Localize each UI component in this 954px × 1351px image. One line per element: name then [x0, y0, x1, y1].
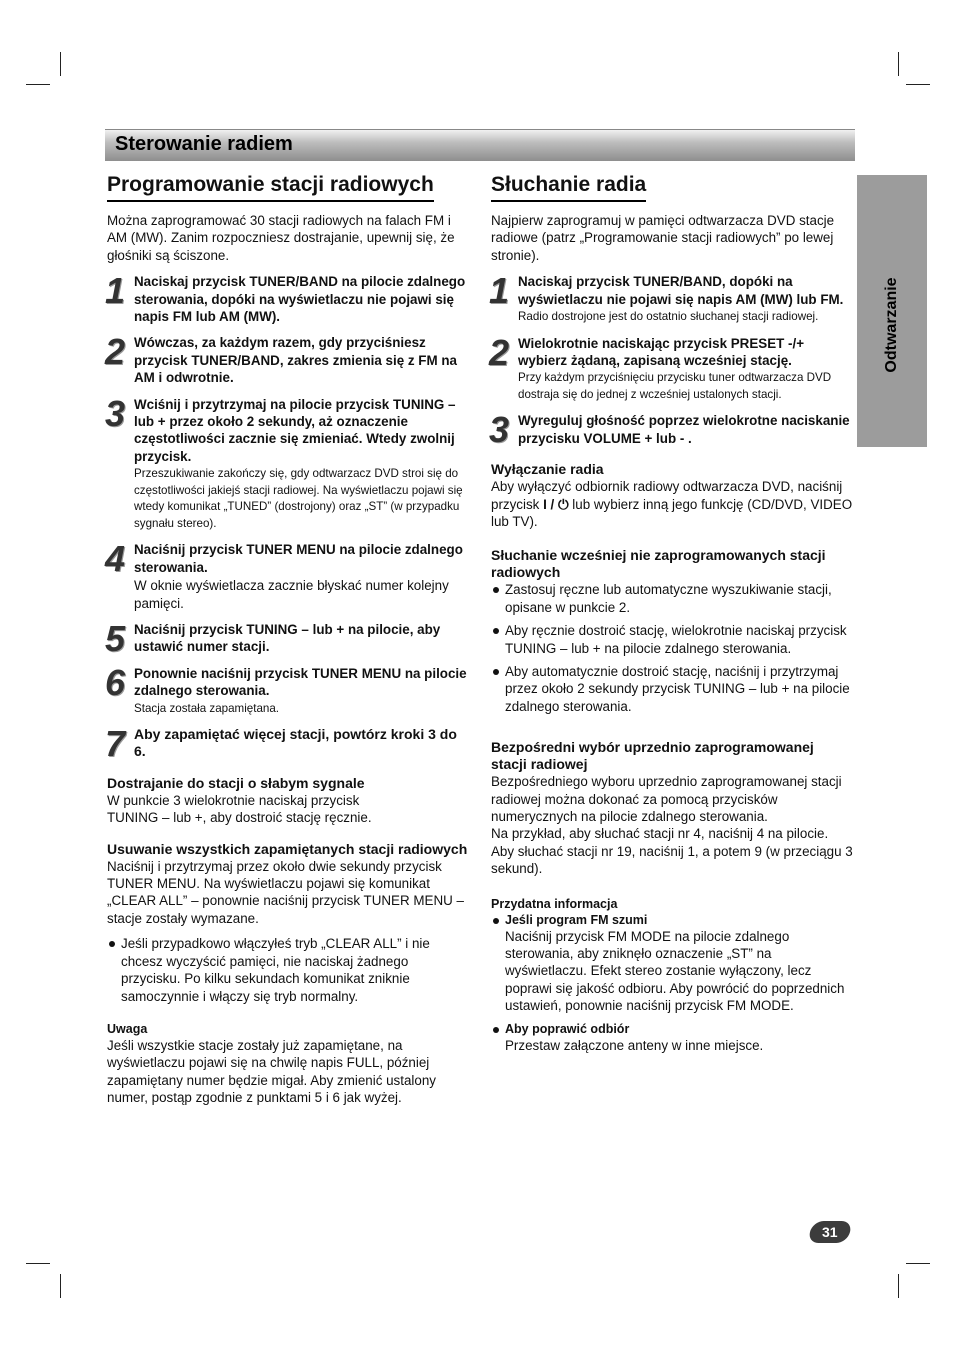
step-note: Przy każdym przyciśnięciu przycisku tuner odtwarzacza DVD dostraja się do jednej z wcześniej ustalonych stacji. — [518, 371, 832, 401]
tip-2-heading: Aby poprawić odbiór — [491, 1021, 853, 1037]
direct-select-text-2: Na przykład, aby słuchać stacji nr 4, naciśnij 4 na pilocie. Aby słuchać stacji nr 19, naciśnij 1, a potem 9 (w przeciągu 3 sekund). — [491, 826, 853, 877]
right-column-title: Słuchanie radia — [491, 170, 646, 202]
step-note: Przeszukiwanie zakończy się, gdy odtwarzacz DVD stroi się do częstotliwości jakiejś stacji radiowej. Na wyświetlaczu pojawi się wtedy komunikat „TUNED” (dostrojony) oraz „ST” (w przypadku sygnału stereo). — [134, 467, 463, 530]
radio-off-text-a: Aby wyłączyć odbiornik radiowy odtwarzacza DVD, naciśnij przycisk — [491, 479, 843, 512]
direct-select-text-1: Bezpośredniego wyboru uprzednio zaprogramowanej stacji radiowej można dokonać za pomocą przycisków numerycznych na pilocie zdalnego sterowania. — [491, 774, 842, 825]
step-instruction: Aby zapamiętać więcej stacji, powtórz kroki 3 do 6. — [134, 726, 457, 760]
step-number: 3 — [105, 392, 126, 434]
step-number: 1 — [489, 270, 510, 312]
unprogrammed-heading: Słuchanie wcześniej nie zaprogramowanych stacji radiowych — [491, 547, 826, 581]
step-2 — [105, 331, 469, 386]
radio-off-heading: Wyłączanie radia — [491, 461, 604, 478]
step-instruction: Naciskaj przycisk TUNER/BAND, dopóki na wyświetlaczu nie pojawi się napis AM (MW) lub FM. — [518, 274, 844, 307]
crop-mark — [906, 1263, 930, 1264]
crop-mark — [906, 84, 930, 85]
chapter-side-tab — [857, 175, 927, 447]
power-button-symbol: I / ⏻ — [543, 496, 569, 512]
section-title: Sterowanie radiem — [115, 133, 293, 155]
note-text: Jeśli wszystkie stacje zostały już zapamiętane, na wyświetlaczu pojawi się na chwilę napis FULL, później zapamiętany numer będzie migał. Aby zmienić ustalony numer, postąp zgodnie z punktami 5 i 6 jak wyżej. — [107, 1037, 436, 1106]
step-number: 2 — [105, 331, 126, 373]
fine-tuning-text: W punkcie 3 wielokrotnie naciskaj przycisk TUNING – lub +, aby dostroić stację ręcznie. — [107, 792, 372, 826]
tip-1-text: Naciśnij przycisk FM MODE na pilocie zdalnego sterowania, aby zniknęło oznaczenie „ST” na wyświetlaczu. Efekt stereo zostanie wyłączony, lecz poprawi się jakość odbioru. Aby powrócić do poprzednich ustawień, ponownie naciśnij przycisk FM MODE. — [505, 928, 845, 1014]
page-number: 31 — [822, 1224, 838, 1240]
right-intro: Najpierw zaprogramuj w pamięci odtwarzacza DVD stacje radiowe (patrz „Programowanie stacji radiowych” po lewej stronie). — [491, 213, 835, 263]
unprogrammed-bullet-1: Zastosuj ręczne lub automatyczne wyszukiwanie stacji, opisane w punkcie 2. — [491, 581, 853, 616]
step-instruction: Wyreguluj głośność poprzez wielokrotne naciskanie przycisku VOLUME + lub - . — [518, 413, 850, 446]
step-instruction: Ponownie naciśnij przycisk TUNER MENU na pilocie zdalnego sterowania. — [134, 665, 467, 699]
step-number: 2 — [489, 331, 510, 373]
step-7 — [105, 723, 469, 765]
step-note: Radio dostrojone jest do ostatnio słuchanej stacji radiowej. — [518, 310, 819, 324]
step-number: 7 — [105, 723, 126, 765]
clear-all-bullet: Jeśli przypadkowo włączyłeś tryb „CLEAR ALL” i nie chcesz wyczyścić pamięci, nie naciskaj żadnego przycisku. Po kilku sekundach komunikat zniknie samoczynnie i włączy się tryb normalny. — [107, 935, 469, 1005]
step-note: W oknie wyświetlacza zacznie błyskać numer kolejny pamięci. — [134, 578, 449, 611]
clear-all-heading: Usuwanie wszystkich zapamiętanych stacji radiowych — [107, 840, 468, 857]
tips-heading: Przydatna informacja — [491, 896, 618, 911]
step-number: 6 — [105, 661, 126, 703]
step-5 — [105, 617, 469, 659]
chapter-label: Odtwarzanie — [883, 277, 900, 373]
crop-mark — [60, 1274, 61, 1298]
step-number: 3 — [489, 409, 510, 451]
left-column-title: Programowanie stacji radiowych — [107, 170, 434, 202]
radio-off-text-b: lub wybierz inną jego funkcję (CD/DVD, VIDEO lub TV). — [491, 496, 853, 529]
step-6 — [105, 661, 469, 717]
step-3 — [105, 392, 469, 533]
step-instruction: Wówczas, za każdym razem, gdy przyciśniesz przycisk TUNER/BAND, zakres zmienia się z FM na AM i odwrotnie. — [134, 335, 457, 386]
right-column — [491, 170, 853, 1054]
radio-off-text — [491, 478, 853, 530]
step-number: 4 — [105, 538, 126, 580]
listen-step-1 — [489, 270, 853, 325]
crop-mark — [26, 84, 50, 85]
clear-all-text: Naciśnij i przytrzymaj przez około dwie sekundy przycisk TUNER MENU. Na wyświetlaczu pojawi się komunikat „CLEAR ALL” – ponownie naciśnij przycisk TUNER MENU – stacje zostały wymazane. — [107, 858, 464, 926]
tip-2-text: Przestaw załączone anteny w inne miejsce. — [505, 1037, 764, 1053]
crop-mark — [26, 1263, 50, 1264]
section-header-bar — [105, 129, 855, 161]
listen-step-3 — [489, 409, 853, 451]
step-instruction: Naciśnij przycisk TUNING – lub + na pilocie, aby ustawić numer stacji. — [134, 621, 441, 655]
left-column — [107, 170, 469, 1107]
step-note: Stacja została zapamiętana. — [134, 701, 280, 715]
direct-select-heading: Bezpośredni wybór uprzednio zaprogramowanej stacji radiowej — [491, 739, 814, 773]
fine-tuning-heading: Dostrajanie do stacji o słabym sygnale — [107, 774, 365, 791]
tip-1-heading: Jeśli program FM szumi — [491, 912, 853, 928]
page-number-badge — [807, 1221, 852, 1243]
step-instruction: Naciskaj przycisk TUNER/BAND na pilocie zdalnego sterowania, dopóki na wyświetlaczu nie pojawi się napis FM lub AM (MW). — [134, 274, 466, 325]
crop-mark — [898, 52, 899, 76]
step-number: 1 — [105, 270, 126, 312]
note-heading: Uwaga — [107, 1021, 148, 1036]
step-4 — [105, 538, 469, 612]
step-number: 5 — [105, 617, 126, 659]
step-instruction: Naciśnij przycisk TUNER MENU na pilocie zdalnego sterowania. — [134, 542, 463, 575]
step-1 — [105, 270, 469, 325]
crop-mark — [898, 1274, 899, 1298]
crop-mark — [60, 52, 61, 76]
listen-step-2 — [489, 331, 853, 404]
step-instruction: Wciśnij i przytrzymaj na pilocie przycisk TUNING – lub + przez około 2 sekundy, aż oznaczenie częstotliwości zacznie się zmieniać. Wtedy zwolnij przycisk. — [134, 396, 456, 464]
left-intro: Można zaprogramować 30 stacji radiowych na falach FM i AM (MW). Zanim rozpoczniesz dostrajanie, upewnij się, że głośniki są ściszone. — [107, 213, 455, 263]
unprogrammed-bullet-3: Aby automatycznie dostroić stację, naciśnij i przytrzymaj przez około 2 sekundy przycisk TUNING – lub + na pilocie zdalnego sterowania. — [491, 663, 853, 715]
unprogrammed-bullet-2: Aby ręcznie dostroić stację, wielokrotnie naciskaj przycisk TUNING – lub + na pilocie zdalnego sterowania. — [491, 622, 853, 657]
step-instruction: Wielokrotnie naciskając przycisk PRESET -/+ wybierz żądaną, zapisaną wcześniej stację. — [518, 335, 805, 368]
